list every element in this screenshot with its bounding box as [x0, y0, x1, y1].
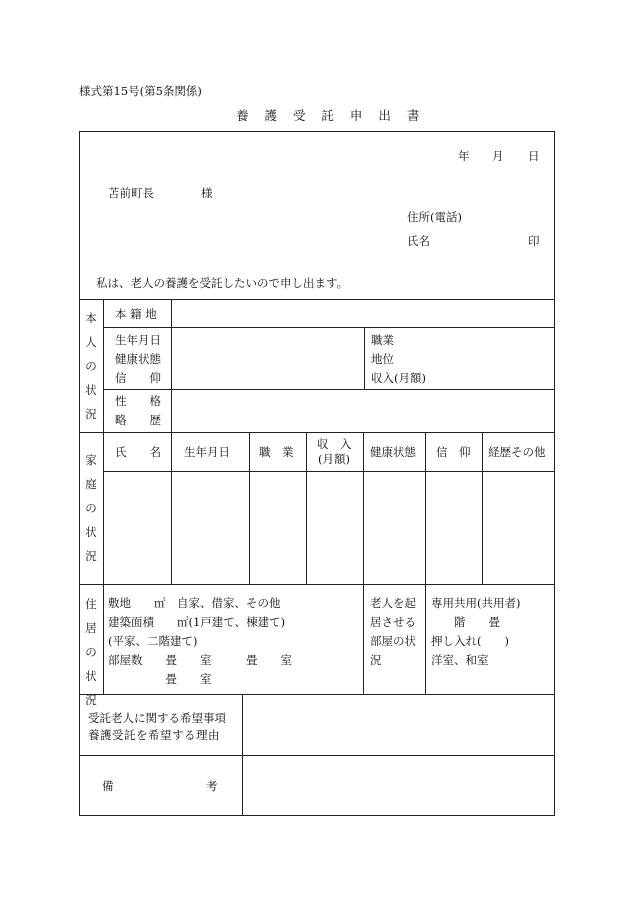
character-label: 性 格	[115, 394, 161, 408]
page-title: 養 護 受 託 申 出 書	[236, 108, 426, 123]
date-month[interactable]: 月	[492, 149, 504, 163]
position-label: 地位	[371, 352, 394, 366]
divider	[306, 432, 307, 585]
room-label-line: 老人を起	[370, 596, 416, 610]
divider	[425, 432, 426, 695]
family-religion-header: 信 仰	[436, 445, 471, 459]
divider	[79, 584, 555, 585]
domicile-label: 本 籍 地	[115, 307, 157, 321]
divider	[79, 755, 555, 756]
self-section-label: 本 人 の 状 況	[85, 311, 97, 421]
room-label-line: 況	[370, 653, 382, 667]
health-label: 健康状態	[115, 352, 161, 366]
room-detail-line: 階 畳	[431, 615, 500, 629]
name-label[interactable]: 氏名	[407, 234, 430, 248]
divider	[103, 299, 104, 695]
wishes-label: 受託老人に関する希望事項	[88, 711, 226, 725]
housing-line: 建築面積 ㎡(1戸建て、棟建て)	[108, 615, 286, 629]
occupation-label: 職業	[371, 333, 394, 347]
addressee-honorific: 様	[201, 186, 213, 200]
room-label-line: 部屋の状	[370, 634, 416, 648]
income-label: 収入(月額)	[371, 371, 426, 385]
family-income-unit: (月額)	[318, 452, 350, 466]
family-history-header: 経歴その他	[488, 445, 546, 459]
room-detail-line: 専用共用(共用者)	[431, 596, 521, 610]
religion-label: 信 仰	[115, 371, 161, 385]
room-detail-line: 押し入れ( )	[431, 634, 509, 648]
family-health-header: 健康状態	[370, 445, 416, 459]
housing-section-label: 住 居 の 状 況	[85, 597, 97, 707]
divider	[79, 432, 555, 433]
housing-line: 畳 室	[108, 672, 212, 686]
divider	[364, 327, 365, 390]
remarks-label-right: 考	[206, 779, 218, 793]
birthdate-label: 生年月日	[115, 333, 161, 347]
date-day[interactable]: 日	[528, 149, 540, 163]
room-label-line: 居させる	[370, 615, 416, 629]
form-number: 様式第15号(第5条関係)	[79, 84, 202, 98]
statement: 私は、老人の養護を受託したいので申し出ます。	[96, 276, 349, 290]
family-income-header: 収 入	[317, 437, 352, 451]
divider	[242, 694, 243, 816]
divider	[482, 432, 483, 585]
seal-mark: 印	[528, 234, 540, 248]
family-birthdate-header: 生年月日	[184, 445, 230, 459]
family-name-header: 氏 名	[115, 445, 161, 459]
remarks-label-left: 備	[102, 779, 114, 793]
housing-line: 部屋数 畳 室 畳 室	[108, 653, 292, 667]
divider	[79, 694, 555, 695]
divider	[79, 299, 555, 300]
family-section-label: 家 庭 の 状 況	[85, 453, 97, 563]
housing-line: 敷地 ㎡ 自家、借家、その他	[108, 596, 281, 610]
room-detail-line: 洋室、和室	[431, 653, 489, 667]
divider	[171, 299, 172, 585]
addressee-name: 苫前町長	[108, 186, 154, 200]
housing-line: (平家、二階建て)	[108, 634, 198, 648]
family-occupation-header: 職 業	[259, 445, 294, 459]
divider	[249, 432, 250, 585]
divider	[363, 432, 364, 695]
address-label[interactable]: 住所(電話)	[407, 210, 462, 224]
history-label: 略 歴	[115, 413, 161, 427]
wishes-reason-label: 養護受託を希望する理由	[88, 728, 220, 742]
date-year[interactable]: 年	[458, 149, 470, 163]
